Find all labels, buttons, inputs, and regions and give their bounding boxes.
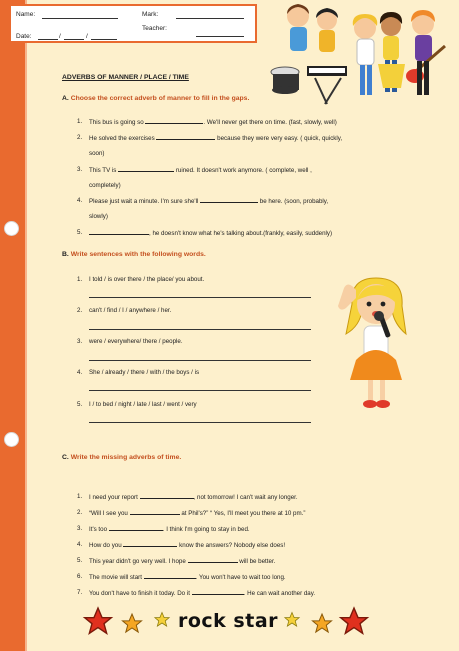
answer-blank[interactable] xyxy=(145,118,203,124)
date-label: Date: xyxy=(16,33,32,40)
exercise-a2 xyxy=(89,134,342,142)
section-letter: C. xyxy=(62,454,69,461)
word-prompt: She / already / there / with / the boys / is xyxy=(89,369,200,376)
star-icon xyxy=(285,613,299,627)
exercise-c6 xyxy=(89,573,286,581)
singer-girl-illustration xyxy=(334,276,418,412)
item-number: 1. xyxy=(77,276,83,283)
exercise-a1 xyxy=(89,118,337,126)
item-number: 5. xyxy=(77,229,83,236)
item-number: 5. xyxy=(77,557,83,564)
answer-blank[interactable] xyxy=(192,589,244,595)
page-title: ADVERBS OF MANNER / PLACE / TIME xyxy=(62,74,189,81)
answer-blank[interactable] xyxy=(123,541,177,547)
answer-blank[interactable] xyxy=(200,197,258,203)
item-number: 3. xyxy=(77,166,83,173)
star-icon xyxy=(123,614,142,632)
answer-line[interactable] xyxy=(89,297,311,298)
item-number: 1. xyxy=(77,118,83,125)
item-text-continued: soon) xyxy=(89,150,105,157)
item-number: 1. xyxy=(77,493,83,500)
exercise-c3 xyxy=(89,525,250,533)
item-number: 5. xyxy=(77,401,83,408)
item-text: ruined. It doesn't work anymore. ( complete, well , xyxy=(175,167,312,174)
item-text: The movie will start xyxy=(89,574,142,581)
item-text: because they were very easy. ( quick, quickly, xyxy=(217,135,343,142)
item-number: 3. xyxy=(77,338,83,345)
item-text: be here. (soon, probably, xyxy=(259,198,329,205)
exercise-a4 xyxy=(89,197,328,205)
section-letter: B. xyxy=(62,251,69,258)
word-prompt: can't / find / I / anywhere / her. xyxy=(89,307,172,314)
mark-field[interactable] xyxy=(176,18,244,19)
rock-star-logo: rock star xyxy=(178,610,279,632)
item-text: . We'll never get there on time. (fast, slowly, well) xyxy=(203,119,337,126)
item-number: 4. xyxy=(77,369,83,376)
word-prompt: I told / is over there / the place/ you about. xyxy=(89,276,205,283)
section-a-heading xyxy=(62,95,249,102)
item-text: know the answers? Nobody else does! xyxy=(179,542,286,549)
item-text-continued: slowly) xyxy=(89,213,108,220)
item-text: , not tomorrow! I can't wait any longer. xyxy=(193,494,298,501)
exercise-a3 xyxy=(89,166,312,174)
date-separator: / xyxy=(59,33,61,40)
item-text: You don't have to finish it today. Do it xyxy=(89,590,190,597)
exercise-c7 xyxy=(89,589,315,597)
item-text: will be better. xyxy=(239,558,276,565)
exercise-c1 xyxy=(89,493,298,501)
answer-line[interactable] xyxy=(89,422,311,423)
answer-line[interactable] xyxy=(89,329,311,330)
item-number: 2. xyxy=(77,509,83,516)
item-number: 6. xyxy=(77,573,83,580)
date-separator: / xyxy=(86,33,88,40)
answer-line[interactable] xyxy=(89,360,311,361)
section-letter: A. xyxy=(62,95,69,102)
student-info-box xyxy=(9,4,257,43)
answer-blank[interactable] xyxy=(144,573,196,579)
item-text: , he doesn't know what he's talking about.(frankly, easily, suddenly) xyxy=(149,230,333,237)
item-text: How do you xyxy=(89,542,122,549)
date-day-field[interactable] xyxy=(38,39,58,40)
exercise-c4 xyxy=(89,541,285,549)
item-number: 7. xyxy=(77,589,83,596)
answer-blank[interactable] xyxy=(188,557,238,563)
item-text: This bus is going so xyxy=(89,119,144,126)
answer-blank[interactable] xyxy=(130,509,180,515)
date-year-field[interactable] xyxy=(91,39,117,40)
section-b-heading xyxy=(62,251,206,258)
item-number: 4. xyxy=(77,197,83,204)
item-text: . I think I'm going to stay in bed. xyxy=(162,526,250,533)
item-number: 3. xyxy=(77,525,83,532)
teacher-label: Teacher: xyxy=(142,25,167,32)
name-label: Name: xyxy=(16,11,36,18)
answer-blank[interactable] xyxy=(89,229,149,235)
answer-blank[interactable] xyxy=(140,493,194,499)
exercise-c2 xyxy=(89,509,305,517)
orange-sidebar xyxy=(0,0,27,651)
section-c-heading xyxy=(62,454,181,461)
item-text: . He can wait another day. xyxy=(243,590,316,597)
star-icon xyxy=(155,613,169,627)
item-text: It's too xyxy=(89,526,108,533)
item-text-continued: completely) xyxy=(89,182,121,189)
item-number: 4. xyxy=(77,541,83,548)
star-icon xyxy=(341,608,368,633)
binder-hole xyxy=(4,432,19,447)
section-a-instruction: Choose the correct adverb of manner to fill in the gaps. xyxy=(70,95,250,102)
date-month-field[interactable] xyxy=(64,39,84,40)
rock-band-illustration xyxy=(265,2,447,106)
exercise-c5 xyxy=(89,557,275,565)
section-b-instruction: Write sentences with the following words. xyxy=(70,251,206,258)
item-text: This TV is xyxy=(89,167,117,174)
teacher-field[interactable] xyxy=(196,36,244,37)
answer-blank[interactable] xyxy=(109,525,163,531)
item-text: I need your report xyxy=(89,494,138,501)
name-field[interactable] xyxy=(42,18,118,19)
star-icon xyxy=(85,608,112,633)
item-number: 2. xyxy=(77,307,83,314)
star-icon xyxy=(313,614,332,632)
item-text: “Will I see you xyxy=(89,510,128,517)
word-prompt: I / to bed / night / late / last / went / very xyxy=(89,401,197,408)
answer-line[interactable] xyxy=(89,390,311,391)
item-text: Please just wait a minute. I'm sure she'll xyxy=(89,198,199,205)
band-member xyxy=(287,4,309,51)
mark-label: Mark: xyxy=(142,11,159,18)
item-number: 2. xyxy=(77,134,83,141)
item-text: at Phil's?” “ Yes, I'll meet you there at 10 pm.” xyxy=(181,510,306,517)
word-prompt: were / everywhere/ there / people. xyxy=(89,338,183,345)
exercise-a5 xyxy=(89,229,332,237)
answer-blank[interactable] xyxy=(156,134,215,140)
item-text: He solved the exercises xyxy=(89,135,155,142)
item-text: . You won't have to wait too long. xyxy=(195,574,286,581)
item-text: This year didn't go very well. I hope xyxy=(89,558,186,565)
section-c-instruction: Write the missing adverbs of time. xyxy=(70,454,182,461)
binder-hole xyxy=(4,221,19,236)
answer-blank[interactable] xyxy=(118,166,174,172)
